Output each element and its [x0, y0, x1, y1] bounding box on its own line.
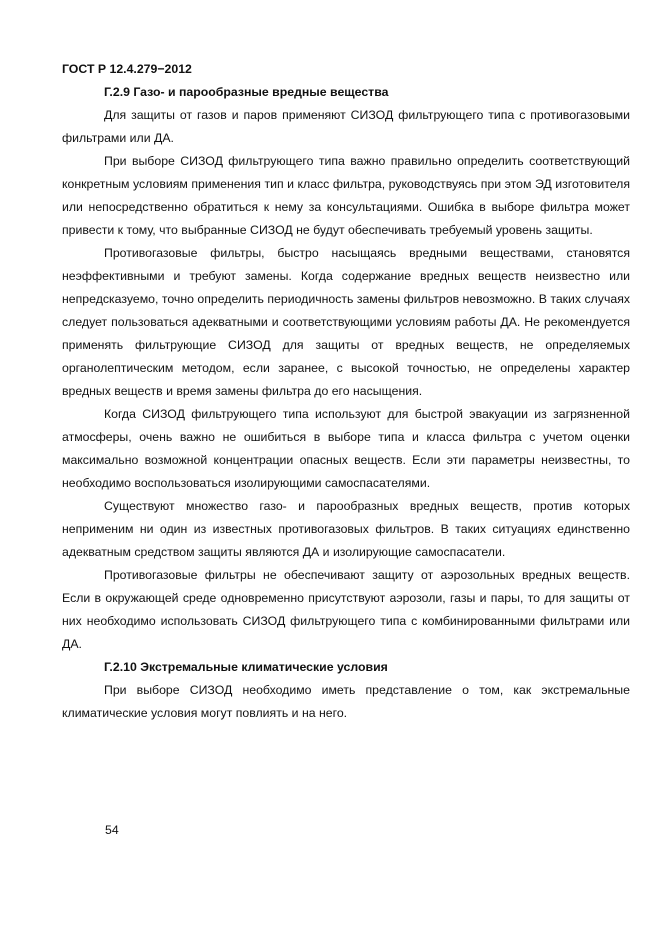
page-number: 54	[105, 823, 119, 837]
paragraph: Когда СИЗОД фильтрующего типа используют для быстрой эвакуации из загрязненной атмосферы, очень важно не ошибиться в выборе типа и класса фильтра с учетом оценки максимально возможной концентрации опасных веществ. Если эти параметры неизвестны, то необходимо воспользоваться изолирующими самоспасателями.	[62, 407, 630, 490]
document-code: ГОСТ Р 12.4.279−2012	[62, 62, 192, 76]
paragraph: Для защиты от газов и паров применяют СИЗОД фильтрующего типа с противогазовыми фильтрами или ДА.	[62, 108, 630, 145]
paragraph: Противогазовые фильтры, быстро насыщаясь вредными веществами, становятся неэффективными и требуют замены. Когда содержание вредных веществ неизвестно или непредсказуемо, точно определить периодичность замены фильтров невозможно. В таких случаях следует пользоваться адекватными и соответствующими условиям работы ДА. Не рекомендуется применять фильтрующие СИЗОД для защиты от вредных веществ, не определяемых органолептическим методом, если заранее, с высокой точностью, не определены характер вредных веществ и время замены фильтра до его насыщения.	[62, 246, 631, 398]
document-page	[62, 58, 630, 725]
section-heading-g2-9: Г.2.9 Газо- и парообразные вредные вещества	[104, 85, 389, 99]
paragraph: Существуют множество газо- и парообразных вредных веществ, против которых неприменим ни один из известных противогазовых фильтров. В таких ситуациях единственно адекватным средством защиты являются ДА и изолирующие самоспасатели.	[62, 499, 630, 559]
paragraph: Противогазовые фильтры не обеспечивают защиту от аэрозольных вредных веществ. Если в окружающей среде одновременно присутствуют аэрозоли, газы и пары, то для защиты от них необходимо использовать СИЗОД фильтрующего типа с комбинированными фильтрами или ДА.	[62, 568, 630, 651]
paragraph: При выборе СИЗОД фильтрующего типа важно правильно определить соответствующий конкретным условиям применения тип и класс фильтра, руководствуясь при этом ЭД изготовителя или непосредственно обратиться к нему за консультациями. Ошибка в выборе фильтра может привести к тому, что выбранные СИЗОД не будут обеспечивать требуемый уровень защиты.	[62, 154, 630, 237]
paragraph: При выборе СИЗОД необходимо иметь представление о том, как экстремальные климатические условия могут повлиять и на него.	[62, 683, 630, 720]
section-heading-g2-10: Г.2.10 Экстремальные климатические условия	[104, 660, 388, 674]
